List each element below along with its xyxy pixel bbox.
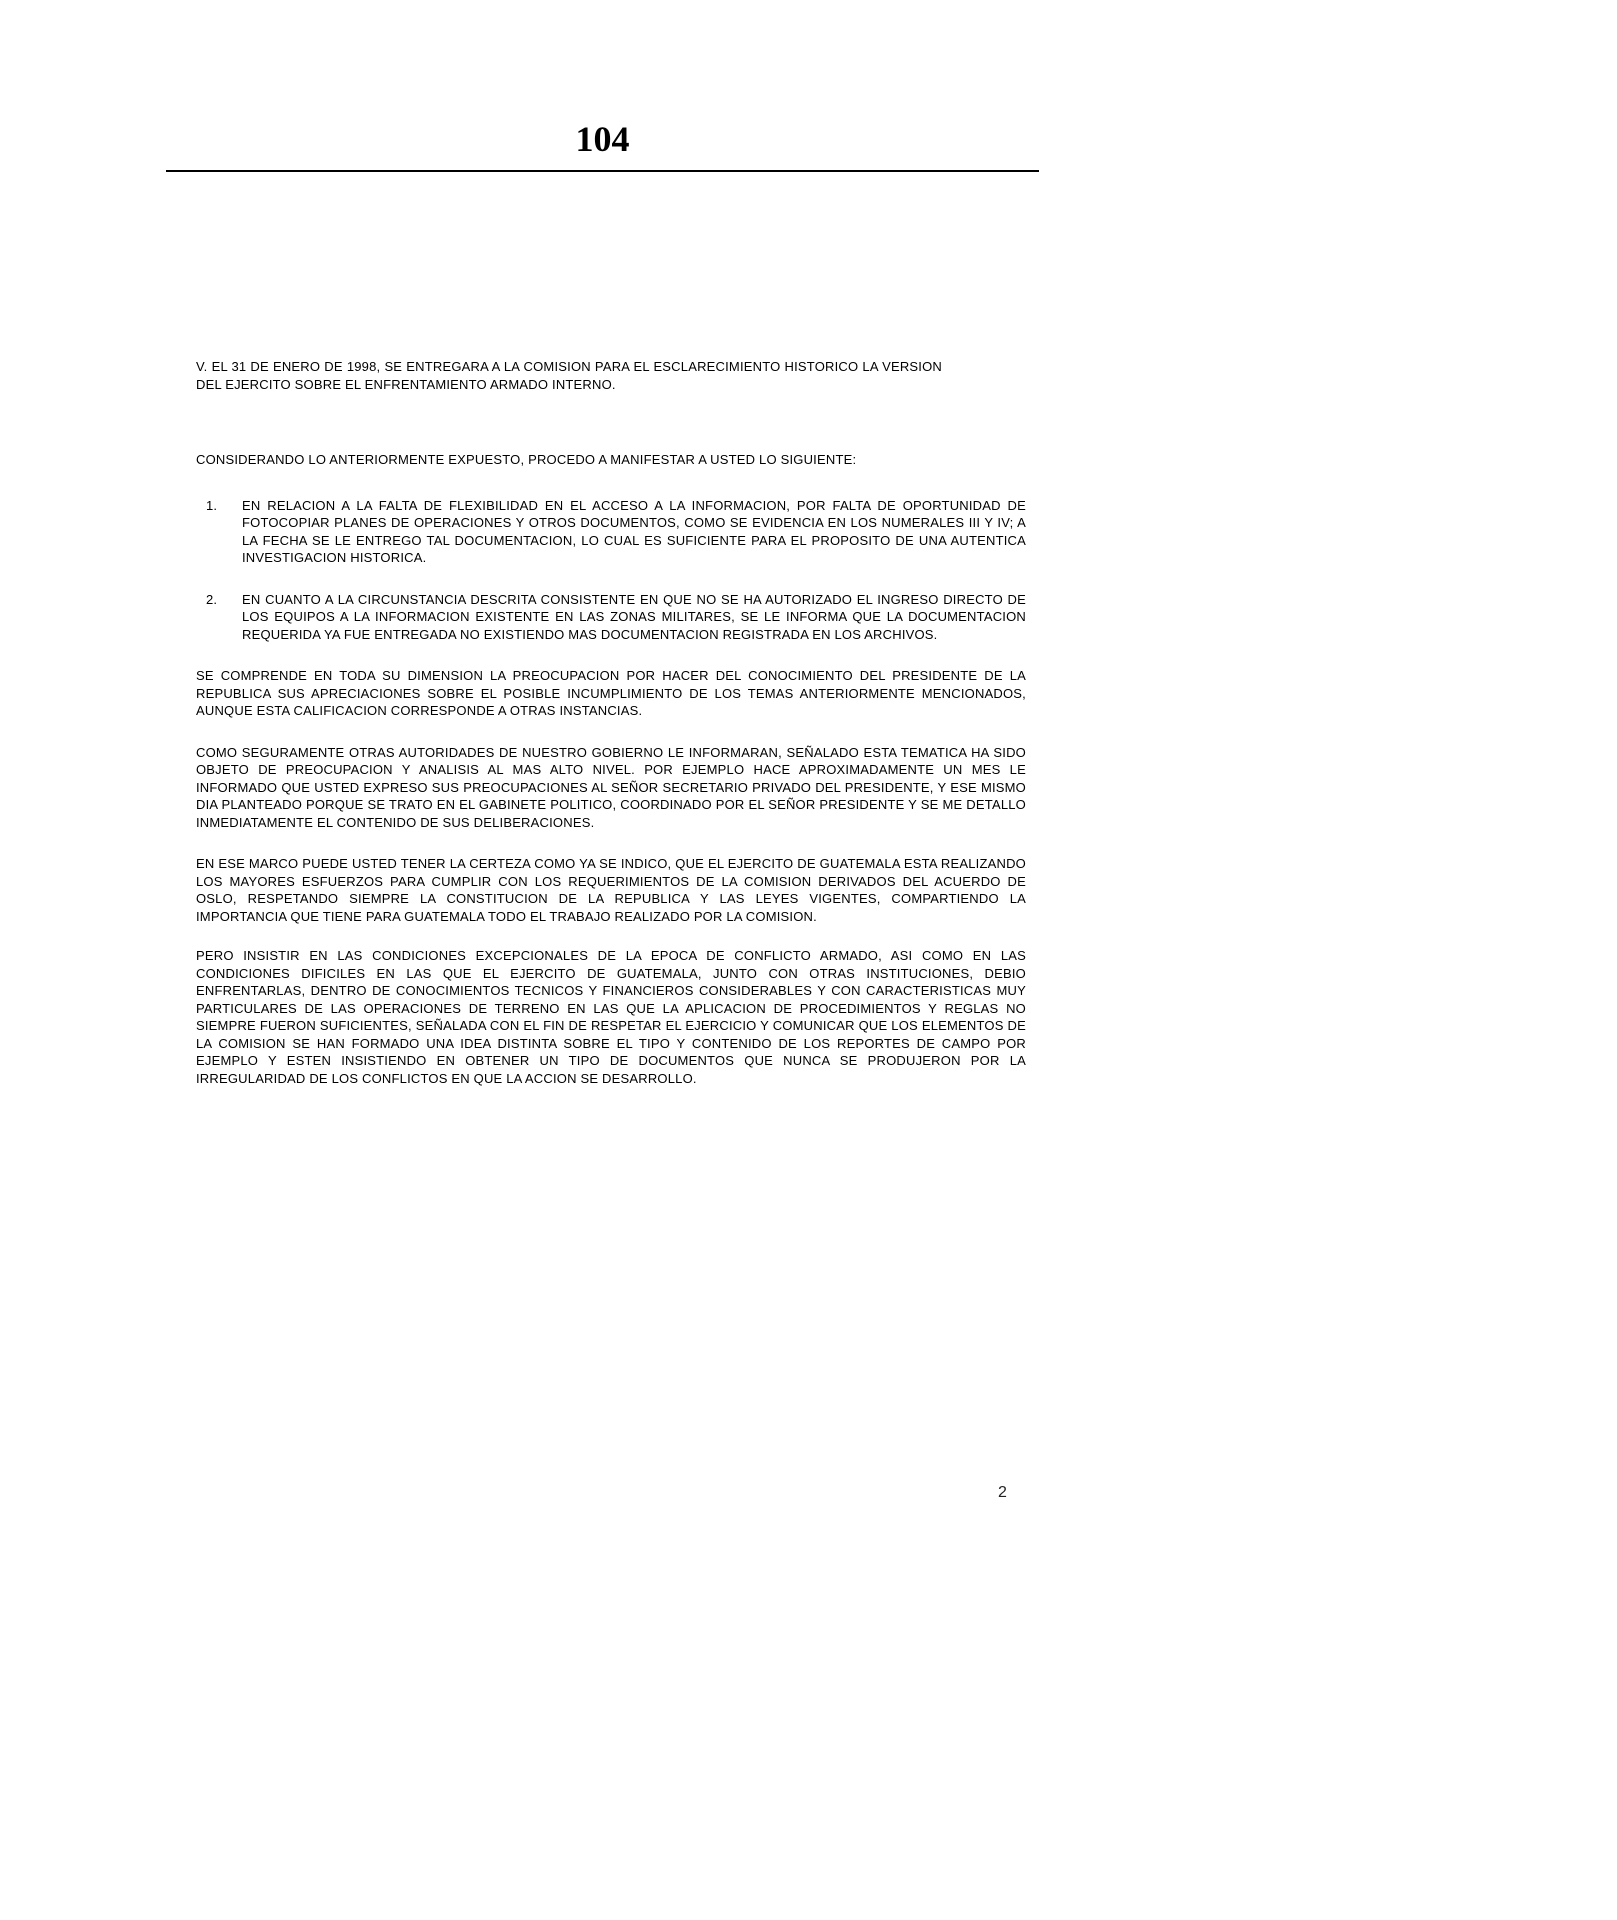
page-number: 104 xyxy=(575,119,630,159)
paragraph-pero-insistir: PERO INSISTIR EN LAS CONDICIONES EXCEPCIONALES DE LA EPOCA DE CONFLICTO ARMADO, ASI COMO EN LAS CONDICIONES DIFICILES EN LAS QUE EL EJERCITO DE GUATEMALA, JUNTO CON OTRAS INSTITUCIONES, DEBIO ENFRENTARLAS, DENTRO DE CONOCIMIENTOS TECNICOS Y FINANCIEROS CONSIDERABLES Y CON CARACTERISTICAS MUY PARTICULARES DE LAS OPERACIONES DE TERRENO EN LAS QUE LA APLICACION DE PROCEDIMIENTOS Y REGLAS NO SIEMPRE FUERON SUFICIENTES, SEÑALADA CON EL FIN DE RESPETAR EL EJERCICIO Y COMUNICAR QUE LOS ELEMENTOS DE LA COMISION SE HAN FORMADO UNA IDEA DISTINTA SOBRE EL TIPO Y CONTENIDO DE LOS REPORTES DE CAMPO POR EJEMPLO Y ESTEN INSISTIENDO EN OBTENER UN TIPO DE DOCUMENTOS QUE NUNCA SE PRODUJERON POR LA IRREGULARIDAD DE LOS CONFLICTOS EN QUE LA ACCION SE DESARROLLO. xyxy=(196,948,1026,1086)
list-item xyxy=(196,591,1026,644)
scan-page-mark: 2 xyxy=(998,1484,1007,1501)
paragraph-ese-marco: EN ESE MARCO PUEDE USTED TENER LA CERTEZA COMO YA SE INDICO, QUE EL EJERCITO DE GUATEMALA ESTA REALIZANDO LOS MAYORES ESFUERZOS PARA CUMPLIR CON LOS REQUERIMIENTOS DE LA COMISION DERIVADOS DEL ACUERDO DE OSLO, RESPETANDO SIEMPRE LA CONSTITUCION DE LA REPUBLICA Y LAS LEYES VIGENTES, COMPARTIENDO LA IMPORTANCIA QUE TIENE PARA GUATEMALA TODO EL TRABAJO REALIZADO POR LA COMISION. xyxy=(196,856,1026,924)
list-item-text: EN CUANTO A LA CIRCUNSTANCIA DESCRITA CONSISTENTE EN QUE NO SE HA AUTORIZADO EL INGRESO DIRECTO DE LOS EQUIPOS A LA INFORMACION EXISTENTE EN LAS ZONAS MILITARES, SE LE INFORMA QUE LA DOCUMENTACION REQUERIDA YA FUE ENTREGADA NO EXISTIENDO MAS DOCUMENTACION REGISTRADA EN LOS ARCHIVOS. xyxy=(242,591,1026,642)
intro-item: V. EL 31 DE ENERO DE 1998, SE ENTREGARA A LA COMISION PARA EL ESCLARECIMIENTO HISTORICO LA VERSION DEL EJERCITO SOBRE EL ENFRENTAMIENTO ARMADO INTERNO. xyxy=(196,359,942,392)
paragraph-comprende: SE COMPRENDE EN TODA SU DIMENSION LA PREOCUPACION POR HACER DEL CONOCIMIENTO DEL PRESIDENTE DE LA REPUBLICA SUS APRECIACIONES SOBRE EL POSIBLE INCUMPLIMIENTO DE LOS TEMAS ANTERIORMENTE MENCIONADOS, AUNQUE ESTA CALIFICACION CORRESPONDE A OTRAS INSTANCIAS. xyxy=(196,668,1026,718)
page-header xyxy=(166,110,1039,172)
list-item-text: EN RELACION A LA FALTA DE FLEXIBILIDAD EN EL ACCESO A LA INFORMACION, POR FALTA DE OPORTUNIDAD DE FOTOCOPIAR PLANES DE OPERACIONES Y OTROS DOCUMENTOS, COMO SE EVIDENCIA EN LOS NUMERALES III Y IV; A LA FECHA SE LE ENTREGO TAL DOCUMENTACION, LO CUAL ES SUFICIENTE PARA EL PROPOSITO DE UNA AUTENTICA INVESTIGACION HISTORICA. xyxy=(242,497,1026,565)
paragraph-seguramente: COMO SEGURAMENTE OTRAS AUTORIDADES DE NUESTRO GOBIERNO LE INFORMARAN, SEÑALADO ESTA TEMATICA HA SIDO OBJETO DE PREOCUPACION Y ANALISIS AL MAS ALTO NIVEL. POR EJEMPLO HACE APROXIMADAMENTE UN MES LE INFORMADO QUE USTED EXPRESO SUS PREOCUPACIONES AL SEÑOR SECRETARIO PRIVADO DEL PRESIDENTE, Y ESE MISMO DIA PLANTEADO PORQUE SE TRATO EN EL GABINETE POLITICO, COORDINADO POR EL SEÑOR PRESIDENTE Y SE ME DETALLO INMEDIATAMENTE EL CONTENIDO DE SUS DELIBERACIONES. xyxy=(196,744,1026,830)
paragraph-considerando: CONSIDERANDO LO ANTERIORMENTE EXPUESTO, PROCEDO A MANIFESTAR A USTED LO SIGUIENTE: xyxy=(196,452,857,467)
list-item xyxy=(196,497,1026,567)
list-number: 2. xyxy=(206,591,218,607)
list-number: 1. xyxy=(206,497,218,513)
scanned-letter xyxy=(196,358,1026,1448)
